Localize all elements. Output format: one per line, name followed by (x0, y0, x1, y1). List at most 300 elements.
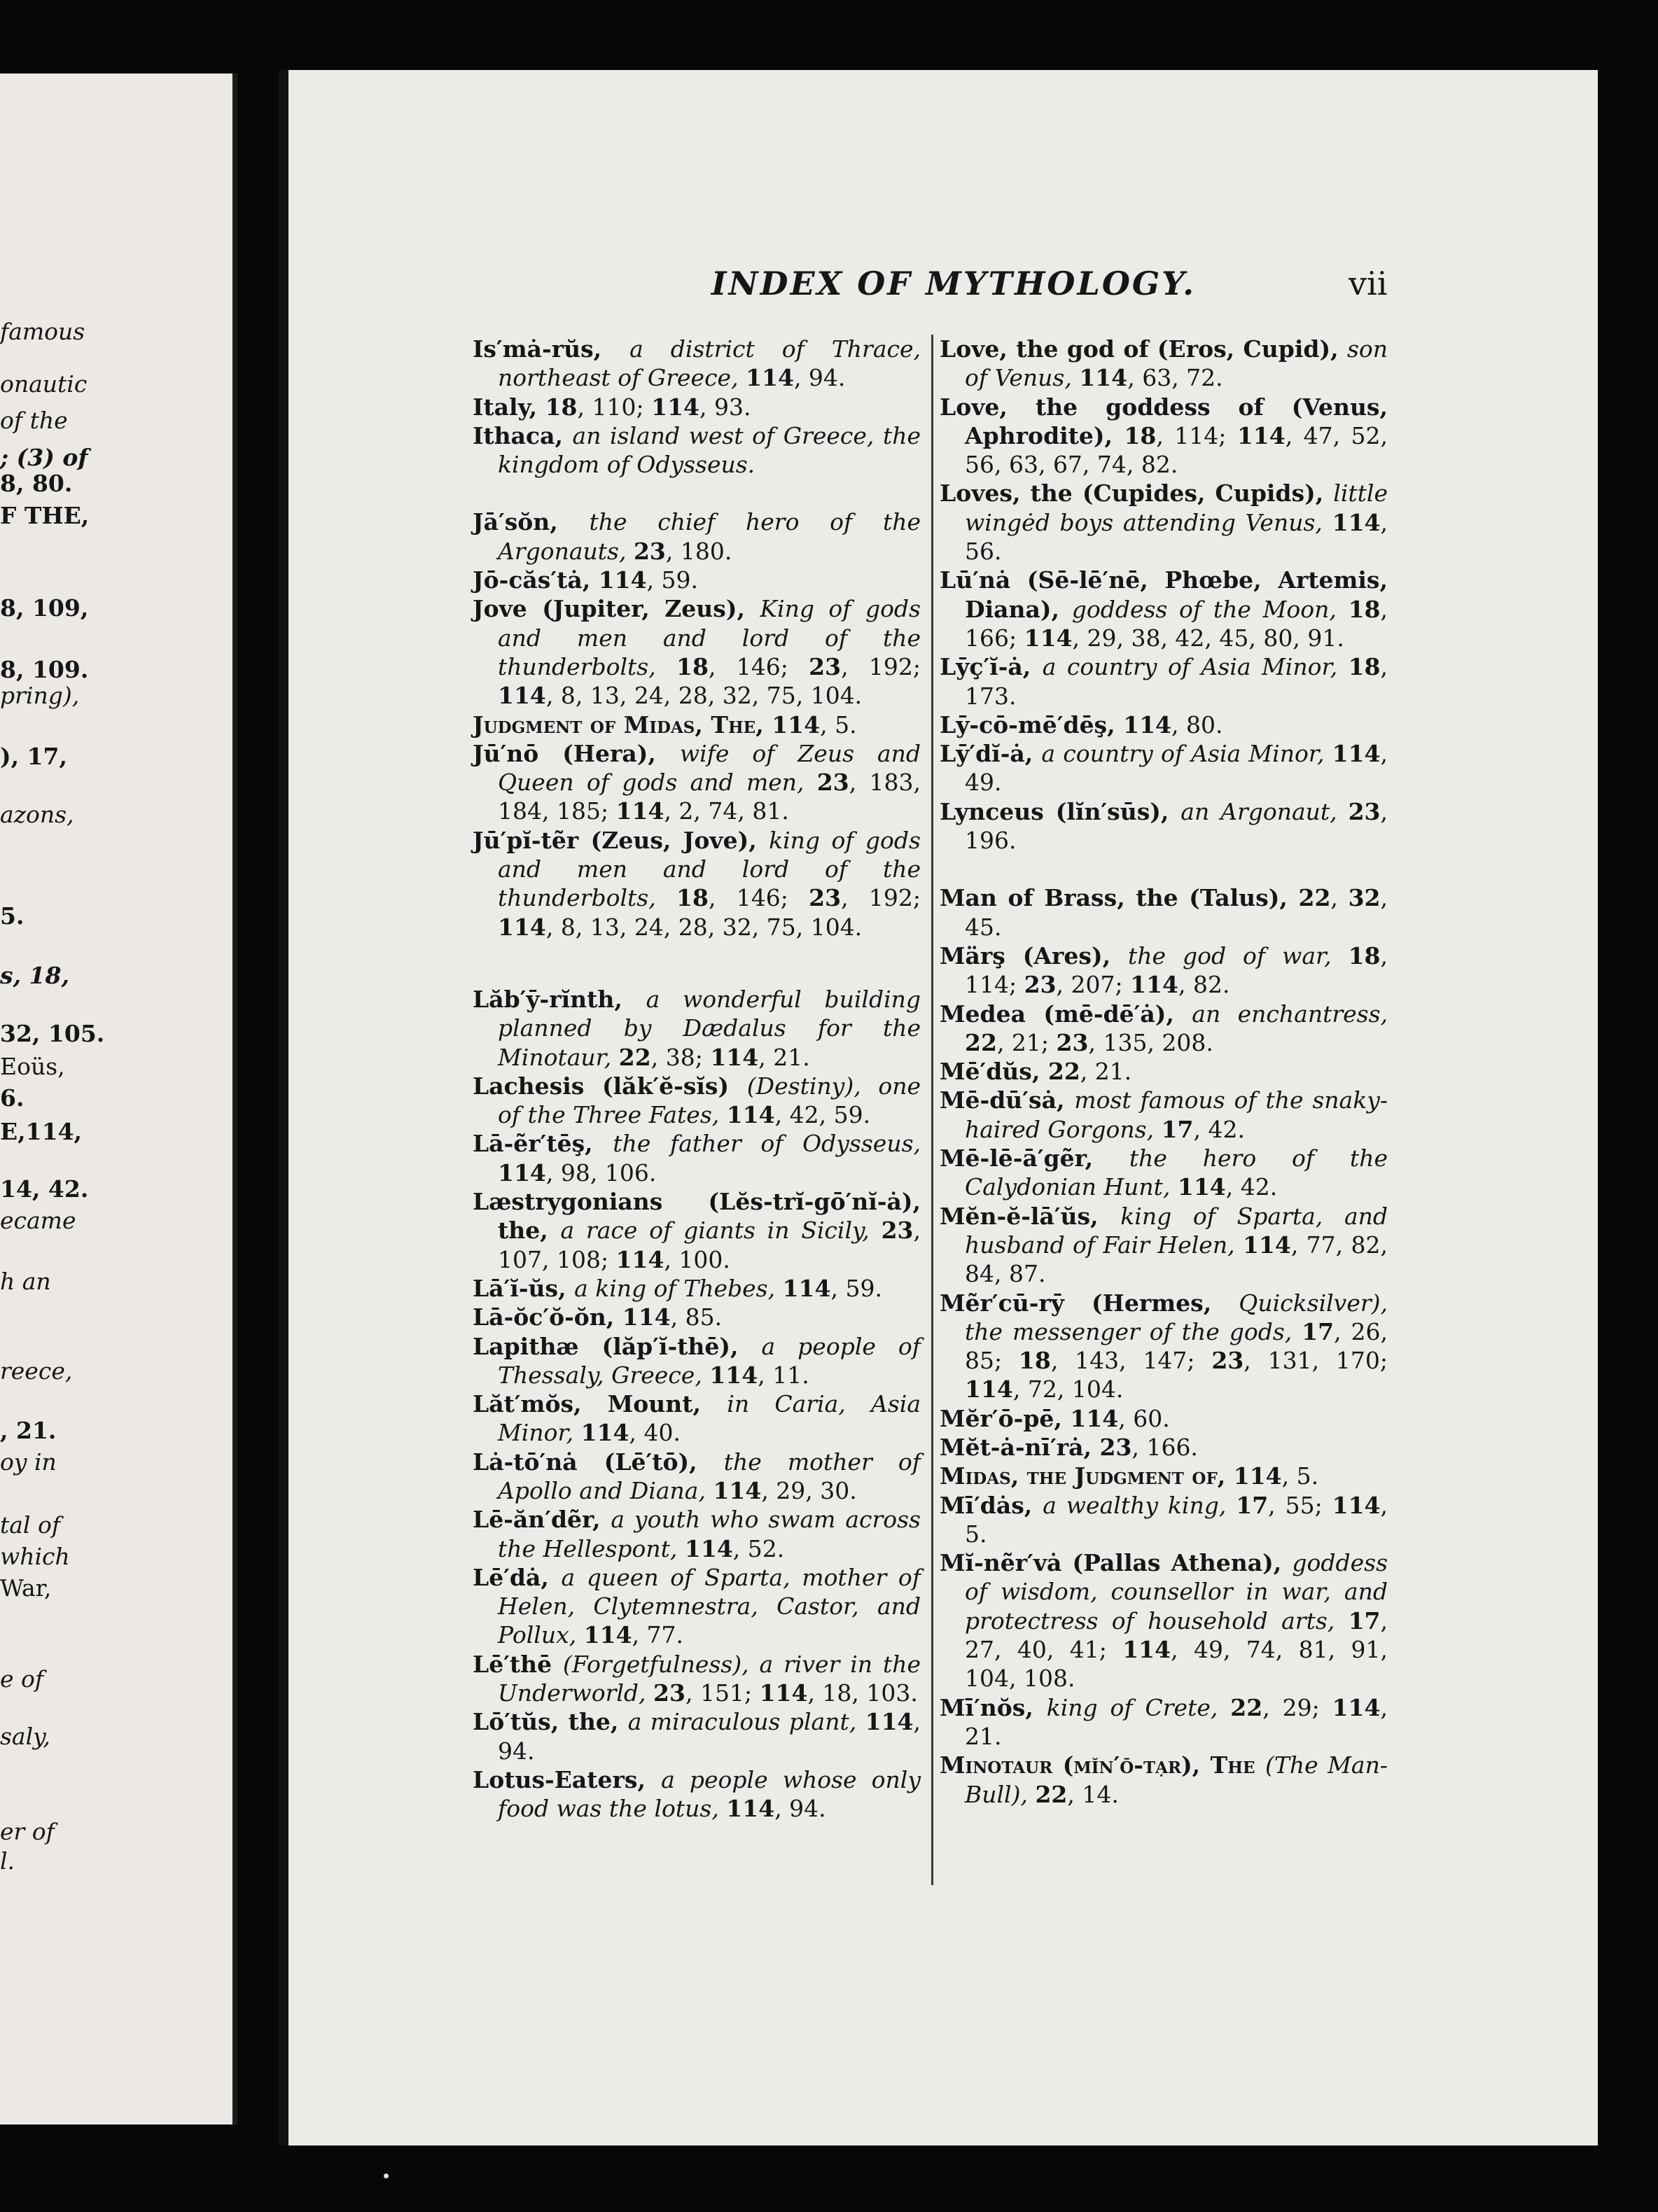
volume-reference: 23 (881, 1217, 914, 1245)
speck (384, 2174, 389, 2178)
page-references: , 21. (758, 1043, 810, 1071)
index-column-right (940, 335, 1388, 1809)
volume-reference: 23 (1056, 1028, 1089, 1056)
facing-page-fragment-line: h an (0, 1268, 51, 1295)
index-entry (473, 1274, 921, 1303)
page-references: , 135, 208. (1088, 1028, 1213, 1056)
entry-headword: Italy, (473, 393, 545, 421)
entry-headword: Mĕr′ō-pē, (940, 1404, 1071, 1432)
page-references: , 60. (1118, 1404, 1170, 1432)
page-references: , 49. (965, 740, 1388, 797)
volume-reference: 114 (782, 1274, 831, 1302)
page-references: , 77. (632, 1621, 684, 1649)
entry-description: goddess of wisdom, counsellor in war, and protectress of household arts, (965, 1549, 1388, 1634)
entry-headword: Love, the goddess of (Venus, Aphrodite), (940, 393, 1388, 449)
entry-description: a district of Thrace, northeast of Greece, (498, 335, 921, 392)
entry-headword: Lȧ-tō′nȧ (Lē′tō), (473, 1448, 724, 1476)
index-entry (940, 1693, 1388, 1751)
volume-reference: 114 (1332, 1491, 1381, 1519)
index-entry (473, 566, 921, 594)
column-divider (931, 335, 933, 1885)
entry-description: (The Man-Bull), (965, 1751, 1388, 1808)
page-references: , 166; (965, 595, 1388, 652)
page-references: , 26, 85; (965, 1317, 1388, 1375)
volume-reference: 32 (1348, 884, 1381, 912)
volume-reference: 18 (1348, 653, 1381, 681)
entry-heading-smallcaps: Judgment of Midas, The, (473, 710, 772, 738)
entry-description: a country of Asia Minor, (1041, 740, 1332, 768)
page-references: , 143, 147; (1050, 1347, 1212, 1375)
volume-reference: 114 (1130, 971, 1179, 999)
volume-reference: 23 (1099, 1433, 1132, 1461)
index-entry (473, 507, 921, 566)
index-entry (473, 1390, 921, 1448)
page-references: , 47, 52, 56, 63, 67, 74, 82. (965, 421, 1388, 479)
page-references: , 29; (1262, 1693, 1332, 1721)
volume-reference: 18 (676, 652, 709, 680)
page-references: , 38; (650, 1043, 711, 1071)
index-entry (940, 1433, 1388, 1462)
facing-page-fragment-line: onautic (0, 370, 88, 398)
facing-page-fragment-line: E,114, (0, 1118, 83, 1145)
index-entry (940, 941, 1388, 1000)
index-entry (473, 1187, 921, 1274)
index-entry (473, 1072, 921, 1130)
facing-page-fragment-line: 8, 80. (0, 470, 73, 497)
volume-reference: 114 (1233, 1462, 1282, 1490)
page-references: , 8, 13, 24, 28, 32, 75, 104. (545, 682, 863, 710)
index-entry (473, 1505, 921, 1563)
page-references: , 72, 104. (1012, 1376, 1124, 1404)
index-entry (940, 1548, 1388, 1693)
entry-description: a race of giants in Sicily, (560, 1217, 882, 1245)
facing-page-fragment-line: 32, 105. (0, 1020, 105, 1047)
page-references: , 55; (1268, 1491, 1332, 1519)
entry-headword: Is′mȧ-rŭs, (473, 335, 630, 363)
entry-headword: Lā-ŏc′ŏ-ŏn, (473, 1303, 622, 1331)
volume-reference: 23 (633, 537, 666, 565)
entry-headword: Mĭ-nẽr′vȧ (Pallas Athena), (940, 1549, 1293, 1577)
page-references: , 42. (1193, 1115, 1245, 1143)
index-entry (473, 1448, 921, 1506)
volume-reference: 114 (651, 393, 699, 421)
page-references: , 29, 30. (761, 1476, 857, 1504)
index-entry (940, 739, 1388, 797)
entry-headword: Lăt′mŏs, Mount, (473, 1390, 727, 1418)
page-references: , 110; (577, 393, 652, 421)
volume-reference: 23 (1348, 797, 1381, 825)
volume-reference: 22 (1230, 1693, 1263, 1721)
page-references: , 5. (965, 1491, 1388, 1548)
volume-reference: 114 (615, 797, 664, 825)
entry-description: most famous of the snaky-haired Gorgons, (965, 1086, 1388, 1143)
page-references: , 2, 74, 81. (664, 797, 789, 825)
page-references: , 14. (1067, 1780, 1119, 1808)
page-references: , 207; (1056, 971, 1131, 999)
volume-reference: 23 (816, 769, 849, 797)
volume-reference: 18 (1348, 941, 1381, 969)
entry-headword: Jū′pĭ-tẽr (Zeus, Jove), (473, 826, 769, 854)
index-entry (473, 1707, 921, 1765)
facing-page-fragment-line: reece, (0, 1357, 73, 1385)
volume-reference: 22 (965, 1028, 997, 1056)
page-references: , 146; (708, 652, 809, 680)
facing-page-fragment-line: tal of (0, 1511, 61, 1539)
entry-headword: Lē-ăn′dẽr, (473, 1506, 611, 1534)
entry-headword: Lē′dȧ, (473, 1563, 562, 1591)
entry-headword: Mī′dȧs, (940, 1491, 1043, 1519)
page-references: , 49, 74, 81, 91, 104, 108. (965, 1636, 1388, 1693)
index-entry (940, 1057, 1388, 1086)
entry-headword: Märş (Ares), (940, 941, 1129, 969)
volume-reference: 114 (1236, 421, 1286, 449)
entry-description: a wonderful building planned by Dædalus for the Minotaur, (498, 985, 921, 1071)
volume-reference: 114 (965, 1376, 1013, 1404)
index-entry (940, 1404, 1388, 1433)
page-references: , (1330, 884, 1349, 912)
entry-headword: Lȳç′ĭ-ȧ, (940, 653, 1043, 681)
page-references: , 18, 103. (807, 1679, 918, 1707)
page-references: , 21; (996, 1028, 1057, 1056)
volume-reference: 18 (1018, 1347, 1051, 1375)
entry-headword: Mĕt-ȧ-nī′rȧ, (940, 1433, 1100, 1461)
page-references: , 11. (758, 1361, 809, 1389)
entry-headword: Medea (mē-dē′ȧ), (940, 1000, 1192, 1028)
volume-reference: 114 (498, 682, 546, 710)
entry-description: a miraculous plant, (627, 1708, 865, 1736)
index-entry (940, 1086, 1388, 1144)
volume-reference: 114 (865, 1708, 914, 1736)
facing-page-fragment-line: azons, (0, 801, 74, 828)
index-entry (940, 566, 1388, 652)
page-references: , 42. (1225, 1173, 1278, 1201)
index-entry (473, 421, 921, 479)
index-entry (940, 1491, 1388, 1549)
entry-headword: Lā-ẽr′tēş, (473, 1130, 613, 1158)
page-references: , 42, 59. (774, 1101, 871, 1129)
index-entry (940, 1202, 1388, 1289)
entry-description: son of Venus, (965, 335, 1388, 392)
speck (1178, 238, 1183, 243)
volume-reference: 18 (1124, 421, 1157, 449)
page-references: , 21. (1080, 1058, 1132, 1086)
volume-reference: 17 (1302, 1317, 1335, 1345)
page-references: , 192; (841, 884, 921, 912)
entry-headword: Jō-căs′tȧ, (473, 566, 599, 594)
index-entry (473, 1765, 921, 1823)
volume-reference: 17 (1348, 1606, 1381, 1634)
index-entry (473, 1129, 921, 1187)
volume-reference: 23 (653, 1679, 685, 1707)
page-references: , 114; (965, 941, 1388, 999)
index-entry (473, 335, 921, 393)
index-entry (473, 1563, 921, 1650)
entry-description: a people of Thessaly, Greece, (498, 1332, 921, 1389)
entry-headword: Lapithæ (lăp′ĭ-thē), (473, 1332, 762, 1360)
entry-headword: Ithaca, (473, 421, 573, 449)
facing-page-fragment-line: 6. (0, 1084, 25, 1112)
entry-description: king of Crete, (1046, 1693, 1231, 1721)
entry-description: the father of Odysseus, (613, 1130, 921, 1158)
index-entry (473, 393, 921, 421)
facing-page-fragment-line: ; (3) of (0, 444, 88, 471)
volume-reference: 114 (1332, 1693, 1381, 1721)
entry-headword: Jove (Jupiter, Zeus), (473, 595, 760, 623)
facing-page-fragment-line: , 21. (0, 1417, 57, 1444)
entry-heading-smallcaps: Minotaur (mĭn′ō-tạr), The (940, 1751, 1265, 1779)
index-entry (940, 335, 1388, 393)
facing-page-fragment-line: F THE, (0, 502, 90, 529)
entry-description: a king of Thebes, (574, 1274, 783, 1302)
volume-reference: 23 (1024, 971, 1057, 999)
volume-reference: 22 (1035, 1780, 1068, 1808)
index-entry (940, 479, 1388, 566)
page-references: , 80. (1171, 710, 1223, 738)
entry-description: a wealthy king, (1043, 1491, 1236, 1519)
entry-headword: Læstrygonians (Lĕs-trĭ-gō′nĭ-ȧ), the, (473, 1188, 921, 1245)
entry-description: king of gods and men and lord of the thunderbolts, (498, 826, 921, 912)
entry-headword: Mī′nŏs, (940, 1693, 1047, 1721)
entry-headword: Lachesis (lăk′ĕ-sĭs) (473, 1072, 747, 1100)
volume-reference: 114 (1242, 1231, 1291, 1259)
index-entry (940, 393, 1388, 479)
entry-headword: Lăb′ȳ-rĭnth, (473, 985, 646, 1013)
entry-headword: Mē-dū′sȧ, (940, 1086, 1075, 1114)
index-entry (940, 652, 1388, 710)
index-entry (940, 1289, 1388, 1404)
index-entry (940, 1144, 1388, 1202)
index-column-left (473, 335, 921, 1823)
page-references: , 94. (774, 1795, 826, 1823)
page-references: , 85. (670, 1303, 723, 1331)
volume-reference: 114 (726, 1795, 775, 1823)
entry-description: a queen of Sparta, mother of Helen, Clytemnestra, Castor, and Pollux, (498, 1563, 921, 1649)
volume-reference: 22 (1047, 1058, 1080, 1086)
volume-reference: 114 (583, 1621, 632, 1649)
entry-headword: Jū′nō (Hera), (473, 739, 680, 767)
volume-reference: 114 (684, 1534, 733, 1562)
page-references: , 100. (664, 1245, 730, 1273)
facing-page-fragment-line: 14, 42. (0, 1175, 89, 1203)
volume-reference: 114 (580, 1419, 629, 1447)
entry-description: an Argonaut, (1180, 797, 1349, 825)
page-references: , 8, 13, 24, 28, 32, 75, 104. (545, 913, 863, 941)
index-entry (940, 1751, 1388, 1809)
page-references: , 196. (965, 797, 1388, 855)
page-references: , 131, 170; (1244, 1347, 1388, 1375)
facing-page-fragment-line: er of (0, 1818, 55, 1845)
entry-description: the god of war, (1128, 941, 1349, 969)
volume-reference: 114 (710, 1043, 759, 1071)
entry-description: little wingėd boys attending Venus, (965, 479, 1388, 536)
volume-reference: 114 (1123, 710, 1172, 738)
facing-page-fragment-line: 8, 109, (0, 594, 89, 622)
page-references: , 27, 40, 41; (965, 1606, 1388, 1664)
facing-page-fragment-line: pring), (0, 682, 80, 709)
facing-page-fragment-line: 5. (0, 902, 25, 930)
page-references: , 5. (1281, 1462, 1319, 1490)
entry-description: (Forgetfulness), a river in the Underworld, (498, 1650, 921, 1707)
facing-page-fragment-line: saly, (0, 1723, 50, 1750)
volume-reference: 23 (809, 652, 842, 680)
volume-reference: 114 (713, 1476, 762, 1504)
volume-reference: 18 (1348, 595, 1381, 623)
entry-headword: Love, the god of (Eros, Cupid), (940, 335, 1347, 363)
facing-page-fragment (0, 74, 237, 2124)
volume-reference: 114 (1332, 508, 1381, 536)
index-entry (940, 1000, 1388, 1058)
volume-reference: 114 (772, 710, 821, 738)
page-references: , 59. (646, 566, 699, 594)
entry-headword: Lū′nȧ (Sē-lē′nē, Phœbe, Artemis, Diana), (940, 566, 1388, 623)
facing-page-fragment-line: famous (0, 318, 85, 345)
volume-reference: 114 (759, 1679, 808, 1707)
entry-headword: Mẽr′cū-rȳ (Hermes, (940, 1289, 1239, 1317)
volume-reference: 114 (1122, 1636, 1171, 1664)
entry-description: an island west of Greece, the kingdom of Odysseus. (498, 421, 921, 479)
entry-description: the chief hero of the Argonauts, (498, 508, 921, 565)
facing-page-fragment-line: War, (0, 1574, 52, 1602)
facing-page-fragment-line: ), 17, (0, 743, 68, 770)
entry-heading-smallcaps: Midas, the Judgment of, (940, 1462, 1234, 1490)
letter-section-gap (940, 855, 1388, 883)
volume-reference: 23 (809, 884, 842, 912)
entry-headword: Mē-lē-ā′gẽr, (940, 1144, 1129, 1172)
index-entry (473, 985, 921, 1072)
page-references: , 151; (685, 1679, 760, 1707)
volume-reference: 114 (746, 364, 794, 392)
volume-reference: 23 (1211, 1347, 1244, 1375)
facing-page-fragment-line: 8, 109. (0, 656, 89, 683)
index-entry (473, 1650, 921, 1708)
entry-description: Quicksilver), the messenger of the gods, (965, 1289, 1388, 1345)
facing-page-fragment-line: Eoüs, (0, 1053, 65, 1080)
running-title: INDEX OF MYTHOLOGY. (711, 265, 1197, 302)
facing-page-fragment-line: ecame (0, 1207, 76, 1234)
entry-description: in Caria, Asia Minor, (498, 1390, 921, 1447)
entry-headword: Loves, the (Cupides, Cupids), (940, 479, 1334, 507)
entry-description: a people whose only food was the lotus, (498, 1765, 921, 1823)
index-entry (940, 710, 1388, 739)
page-references: , 82. (1178, 971, 1230, 999)
entry-headword: Mē′dŭs, (940, 1058, 1048, 1086)
page-references: , 146; (708, 884, 809, 912)
volume-reference: 17 (1161, 1115, 1194, 1143)
index-entry (473, 1332, 921, 1390)
entry-headword: Lȳ-cō-mē′dēş, (940, 710, 1124, 738)
page-references: , 21. (965, 1693, 1388, 1750)
page-references: , 5. (820, 710, 857, 738)
letter-section-gap (473, 479, 921, 507)
entry-description: wife of Zeus and Queen of gods and men, (498, 739, 921, 797)
page-references: , 45. (965, 884, 1388, 941)
page-references: , 107, 108; (498, 1217, 921, 1273)
entry-headword: Man of Brass, the (Talus), (940, 884, 1299, 912)
entry-headword: Lynceus (lĭn′sūs), (940, 797, 1181, 825)
page-references: , 192; (841, 652, 921, 680)
volume-reference: 22 (618, 1043, 651, 1071)
volume-reference: 17 (1236, 1491, 1269, 1519)
page-references: , 94. (498, 1708, 921, 1765)
index-entry (473, 739, 921, 826)
page-references: , 52. (732, 1534, 785, 1562)
facing-page-fragment-line: s, 18, (0, 962, 69, 989)
volume-reference: 114 (1177, 1173, 1226, 1201)
entry-description: a youth who swam across the Hellespont, (498, 1506, 921, 1562)
facing-page-fragment-line: e of (0, 1665, 44, 1693)
page-references: , 183, 184, 185; (498, 769, 921, 825)
letter-section-gap (473, 941, 921, 985)
entry-headword: Lō′tŭs, the, (473, 1708, 628, 1736)
index-entry (473, 1303, 921, 1331)
entry-headword: Lē′thē (473, 1650, 564, 1678)
entry-headword: Lā′ĭ-ŭs, (473, 1274, 575, 1302)
page-references: , 77, 82, 84, 87. (965, 1231, 1388, 1288)
page-references: , 98, 106. (545, 1158, 657, 1186)
page-references: , 94. (793, 364, 846, 392)
index-entry (473, 710, 921, 739)
entry-headword: Lotus-Eaters, (473, 1765, 662, 1793)
entry-description: King of gods and men and lord of the thunderbolts, (498, 595, 921, 680)
volume-reference: 114 (1024, 624, 1073, 652)
volume-reference: 114 (498, 913, 546, 941)
entry-description: (Destiny), one of the Three Fates, (498, 1072, 921, 1129)
index-entry (940, 797, 1388, 855)
page-references: , 166. (1131, 1433, 1198, 1461)
volume-reference: 18 (545, 393, 578, 421)
facing-page-fragment-line: which (0, 1543, 70, 1570)
volume-reference: 114 (622, 1303, 671, 1331)
volume-reference: 114 (615, 1245, 664, 1273)
page-references: , 173. (965, 653, 1388, 710)
volume-reference: 18 (676, 884, 709, 912)
entry-description: the hero of the Calydonian Hunt, (965, 1144, 1388, 1201)
entry-headword: Mĕn-ĕ-lā′ŭs, (940, 1202, 1121, 1230)
speck (147, 132, 152, 136)
page-references: , 114; (1156, 421, 1237, 449)
volume-reference: 114 (598, 566, 647, 594)
facing-page-fragment-line: l. (0, 1847, 15, 1875)
entry-description: the mother of Apollo and Diana, (498, 1448, 921, 1504)
facing-page-fragment-line: of the (0, 407, 68, 434)
index-entry (473, 826, 921, 941)
page-references: , 180. (665, 537, 732, 565)
page-references: , 40. (629, 1419, 681, 1447)
page-references: , 56. (965, 508, 1388, 566)
volume-reference: 114 (1079, 364, 1128, 392)
page-references: , 63, 72. (1127, 364, 1223, 392)
page-number: vii (1349, 265, 1388, 302)
entry-description: a country of Asia Minor, (1042, 653, 1349, 681)
page-references: , 29, 38, 42, 45, 80, 91. (1072, 624, 1344, 652)
volume-reference: 22 (1298, 884, 1331, 912)
volume-reference: 114 (1070, 1404, 1119, 1432)
page-references: , 59. (830, 1274, 882, 1302)
page-references: , 93. (699, 393, 751, 421)
entry-headword: Jā′sŏn, (473, 508, 590, 536)
entry-description: an enchantress, (1192, 1000, 1388, 1028)
entry-headword: Lȳ′dĭ-ȧ, (940, 740, 1042, 768)
volume-reference: 114 (726, 1101, 775, 1129)
facing-page-fragment-line: oy in (0, 1448, 57, 1476)
index-entry (940, 883, 1388, 941)
index-entry (940, 1462, 1388, 1490)
volume-reference: 114 (1332, 740, 1381, 768)
entry-description: king of Sparta, and husband of Fair Helen, (965, 1202, 1388, 1259)
volume-reference: 114 (709, 1361, 758, 1389)
volume-reference: 114 (498, 1158, 546, 1186)
index-entry (473, 594, 921, 710)
